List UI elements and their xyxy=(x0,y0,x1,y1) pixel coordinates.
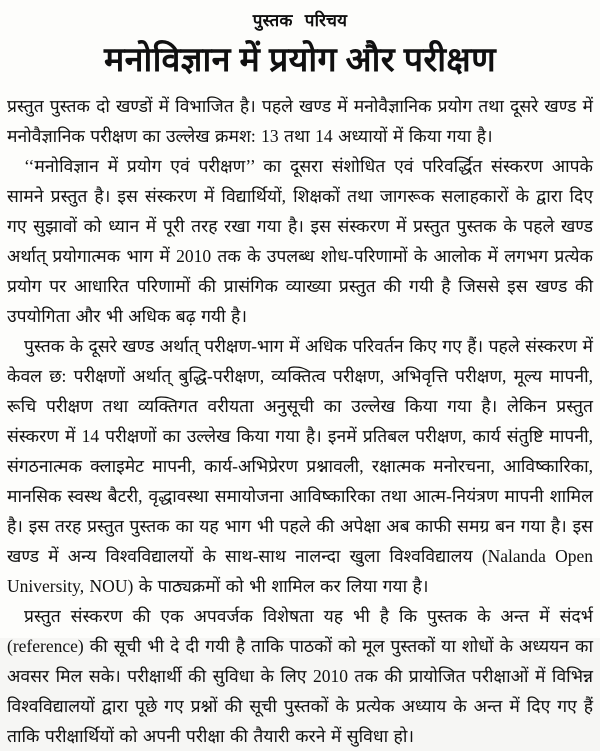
page-title: मनोविज्ञान में प्रयोग और परीक्षण xyxy=(104,42,496,79)
paragraph: प्रस्तुत पुस्तक दो खण्डों में विभाजित है। पहले खण्ड में मनोवैज्ञानिक प्रयोग तथा दूसरे खण्ड में मनोवैज्ञानिक परीक्षण का उल्लेख क्रमश: 13 तथा 14 अध्यायों में किया गया है। xyxy=(7,96,593,146)
paragraph: प्रस्तुत संस्करण की एक अपवर्जक विशेषता यह भी है कि पुस्तक के अन्त में संदर्भ (reference) की सूची भी दे दी गयी है ताकि पाठकों को मूल पुस्तकों या शोधों के अध्ययन का अवसर मिल सके। परीक्षार्थी की सुविधा के लिए 2010 तक की प्रायोजित परीक्षाओं में विभिन्न विश्वविद्यालयों द्वारा पूछे गए प्रश्नों की सूची पुस्तकों के प्रत्येक अध्याय के अन्त में दिए गए हैं ताकि परीक्षार्थियों को अपनी परीक्षा की तैयारी करने में सुविधा हो। xyxy=(7,606,593,746)
section-kicker: पुस्तक परिचय xyxy=(252,11,348,30)
paragraph: पुस्तक के दूसरे खण्ड अर्थात् परीक्षण-भाग में अधिक परिवर्तन किए गए हैं। पहले संस्करण में केवल छ: परीक्षणों अर्थात् बुद्धि-परीक्षण, व्यक्तित्व परीक्षण, अभिवृत्ति परीक्षण, मूल्य मापनी, रूचि परीक्षण तथा व्यक्तिगत वरीयता अनुसूची का उल्लेख किया गया है। लेकिन प्रस्तुत संस्करण में 14 परीक्षणों का उल्लेख किया गया है। इनमें प्रतिबल परीक्षण, कार्य संतुष्टि मापनी, संगठनात्मक क्लाइमेट मापनी, कार्य-अभिप्रेरण प्रश्नावली, रक्षात्मक मनोरचना, आविष्कारिका, मानसिक स्वस्थ बैटरी, वृद्धावस्था समायोजना आविष्कारिका तथा आत्म-नियंत्रण मापनी शामिल है। इस तरह प्रस्तुत पुस्तक का यह भाग भी पहले की अपेक्षा अब काफी समग्र बन गया है। इस खण्ड में अन्य विश्वविद्यालयों के साथ-साथ नालन्दा खुला विश्वविद्यालय (Nalanda Open University, NOU) के पाठ्यक्रमों को भी शामिल कर लिया गया है। xyxy=(7,336,593,596)
body-text xyxy=(7,91,593,751)
paragraph: ‘‘मनोविज्ञान में प्रयोग एवं परीक्षण’’ का दूसरा संशोधित एवं परिवर्द्धित संस्करण आपके सामने प्रस्तुत है। इस संस्करण में विद्यार्थियों, शिक्षकों तथा जागरूक सलाहकारों के द्वारा दिए गए सुझावों को ध्यान में पूरी तरह रखा गया है। इस संस्करण में प्रस्तुत पुस्तक के पहले खण्ड अर्थात् प्रयोगात्मक भाग में 2010 तक के उपलब्ध शोध-परिणामों के आलोक में लगभग प्रत्येक प्रयोग पर आधारित परिणामों की प्रासंगिक व्याख्या प्रस्तुत की गयी है जिससे इस खण्ड की उपयोगिता और भी अधिक बढ़ गयी है। xyxy=(7,156,593,326)
